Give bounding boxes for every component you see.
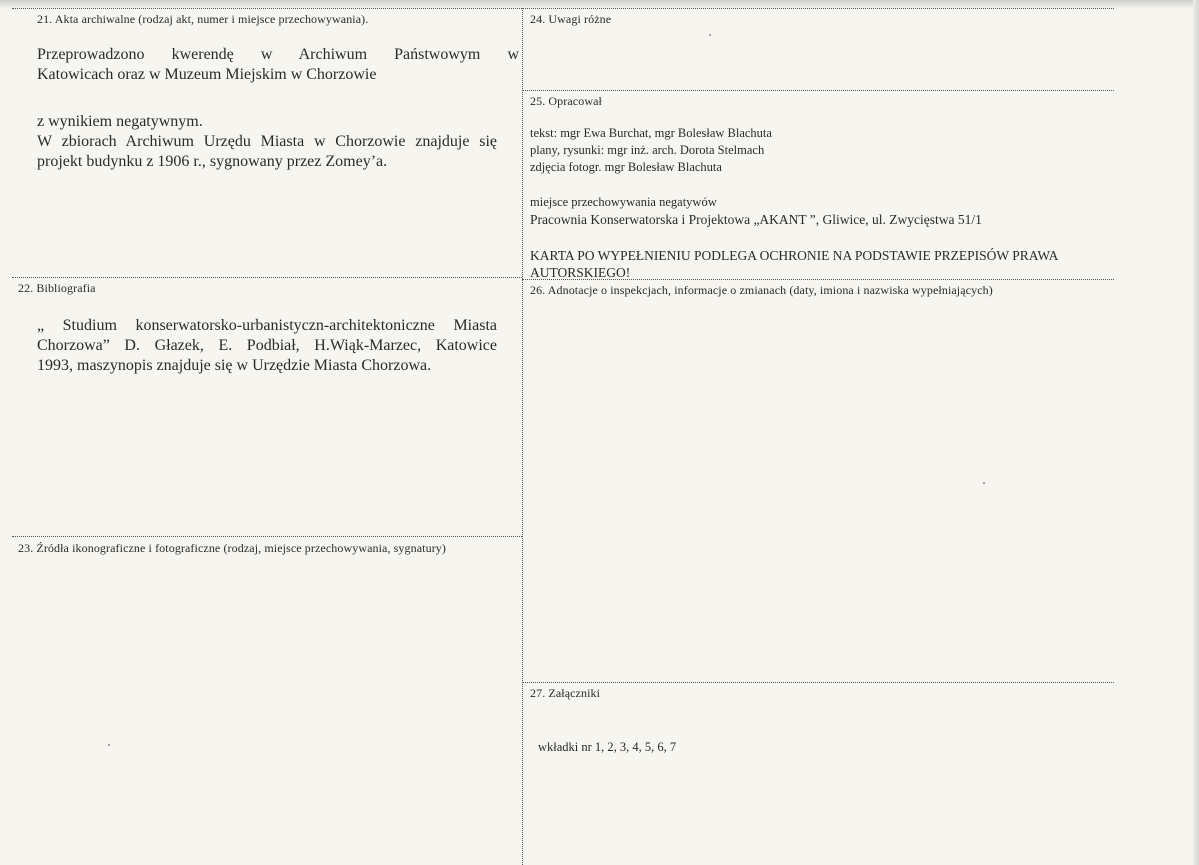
rule-top bbox=[12, 8, 1114, 9]
section-22-line-1: „ Studium konserwatorsko-urbanistyczn-architektoniczne Miasta bbox=[37, 317, 497, 334]
section-25-negatives-location: Pracownia Konserwatorska i Projektowa „AKANT ”, Gliwice, ul. Zwycięstwa 51/1 bbox=[530, 212, 982, 227]
section-27-inserts-list: wkładki nr 1, 2, 3, 4, 5, 6, 7 bbox=[538, 740, 677, 754]
section-21-line-5: projekt budynku z 1906 r., sygnowany przez Zomey’a. bbox=[37, 153, 388, 170]
section-23-heading: 23. Źródła ikonograficzne i fotograficzne (rodzaj, miejsce przechowywania, sygnatury) bbox=[18, 541, 446, 555]
section-25-photos-author: zdjęcia fotogr. mgr Bolesław Blachuta bbox=[530, 160, 722, 174]
section-25-copyright-notice: KARTA PO WYPEŁNIENIU PODLEGA OCHRONIE NA PODSTAWIE PRZEPISÓW PRAWA bbox=[530, 248, 1059, 263]
section-25-negatives-label: miejsce przechowywania negatywów bbox=[530, 195, 717, 209]
section-24-heading: 24. Uwagi różne bbox=[530, 12, 612, 26]
section-21-line-4: W zbiorach Archiwum Urzędu Miasta w Chorzowie znajduje się bbox=[37, 133, 497, 150]
section-25-heading: 25. Opracował bbox=[530, 94, 602, 108]
page-right-edge bbox=[1193, 0, 1199, 865]
section-25-plans-author: plany, rysunki: mgr inż. arch. Dorota Stelmach bbox=[530, 143, 765, 157]
paper-speck bbox=[709, 34, 711, 36]
section-26-heading: 26. Adnotacje o inspekcjach, informacje o zmianach (daty, imiona i nazwiska wypełniających) bbox=[530, 283, 993, 297]
rule-left-21-22 bbox=[12, 277, 522, 278]
section-22-line-3: 1993, maszynopis znajduje się w Urzędzie Miasta Chorzowa. bbox=[37, 357, 432, 374]
section-21-heading: 21. Akta archiwalne (rodzaj akt, numer i miejsce przechowywania). bbox=[37, 12, 369, 26]
rule-left-22-23 bbox=[12, 536, 522, 537]
section-21-line-2: Katowicach oraz w Muzeum Miejskim w Chorzowie bbox=[37, 66, 377, 83]
rule-column-divider bbox=[522, 8, 523, 865]
rule-right-26-27 bbox=[522, 682, 1114, 683]
rule-right-24-25 bbox=[522, 90, 1114, 91]
section-21-line-3: z wynikiem negatywnym. bbox=[37, 113, 203, 130]
section-27-heading: 27. Załączniki bbox=[530, 686, 601, 700]
section-21-line-1: Przeprowadzono kwerendę w Archiwum Państwowym w bbox=[37, 46, 519, 63]
paper-speck bbox=[983, 482, 985, 484]
page-top-shadow bbox=[0, 0, 1199, 8]
paper-speck bbox=[108, 744, 110, 746]
section-25-text-author: tekst: mgr Ewa Burchat, mgr Bolesław Blachuta bbox=[530, 126, 772, 140]
section-25-copyright-notice-cont: AUTORSKIEGO! bbox=[530, 265, 631, 280]
section-22-line-2: Chorzowa” D. Głazek, E. Podbiał, H.Wiąk-Marzec, Katowice bbox=[37, 337, 497, 354]
section-22-heading: 22. Bibliografia bbox=[18, 281, 96, 295]
